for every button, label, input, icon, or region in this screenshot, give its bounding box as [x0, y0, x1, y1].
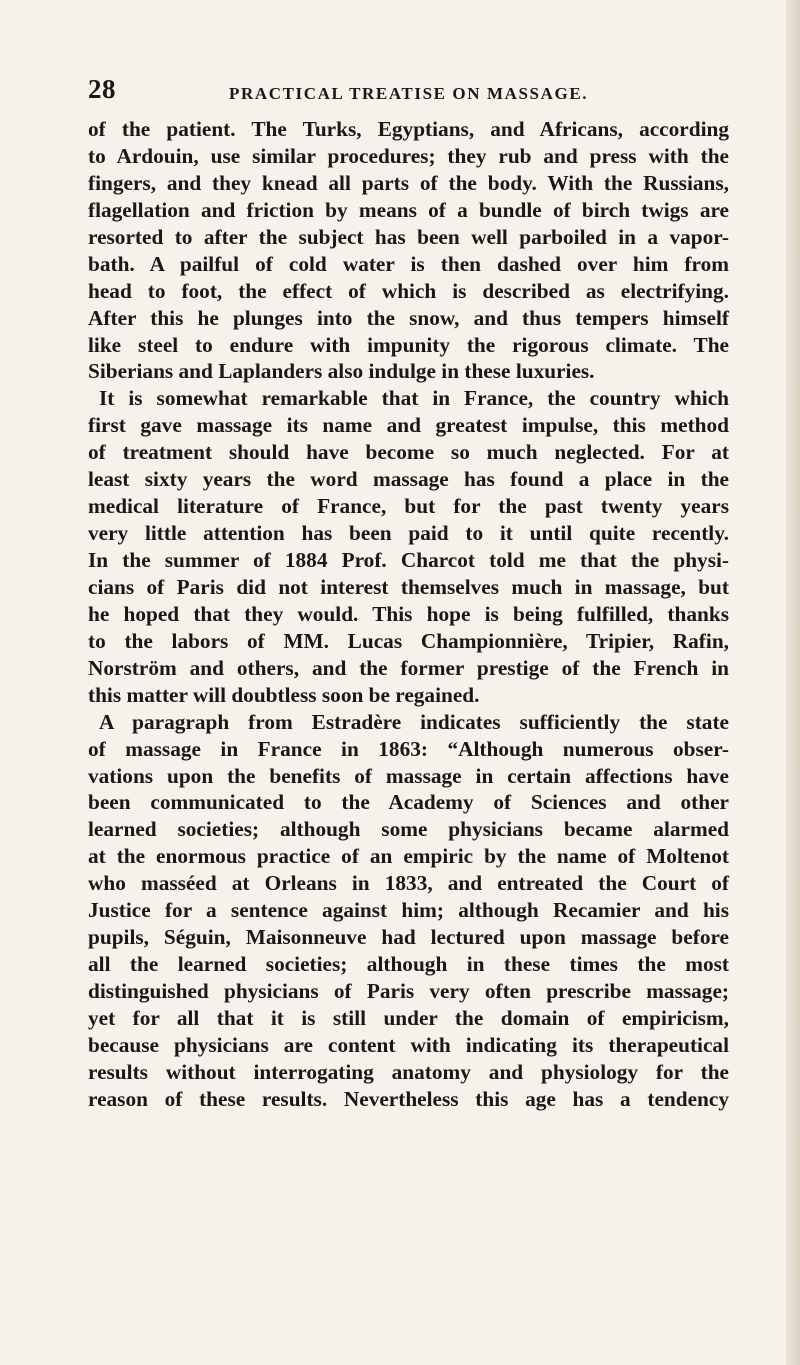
text-line: Justice for a sentence against him; although Recamier and his: [88, 898, 729, 923]
text-line: learned societies; although some physicians became alarmed: [88, 817, 729, 842]
text-line: reason of these results. Nevertheless this age has a tendency: [88, 1086, 729, 1111]
text-line: head to foot, the effect of which is described as electrifying.: [88, 278, 729, 303]
text-line: After this he plunges into the snow, and thus tempers himself: [88, 305, 729, 330]
running-title: PRACTICAL TREATISE ON MASSAGE.: [229, 84, 589, 103]
text-line: first gave massage its name and greatest impulse, this method: [88, 413, 729, 438]
page-number: 28: [88, 74, 116, 104]
text-line: flagellation and friction by means of a bundle of birch twigs are: [88, 197, 729, 222]
text-line: he hoped that they would. This hope is being fulfilled, thanks: [88, 601, 729, 626]
text-line: bath. A pailful of cold water is then dashed over him from: [88, 251, 729, 276]
text-line: of the patient. The Turks, Egyptians, and Africans, according: [88, 117, 729, 141]
text-line: Norström and others, and the former prestige of the French in: [88, 655, 729, 680]
text-line: distinguished physicians of Paris very often prescribe massage;: [88, 979, 729, 1003]
text-line: vations upon the benefits of massage in certain affections have: [88, 763, 729, 788]
text-line: results without interrogating anatomy and physiology for the: [88, 1059, 729, 1084]
paragraph-start-line: A paragraph from Estradère indicates sufficiently the state: [99, 709, 729, 734]
text-line: this matter will doubtless soon be regained.: [88, 682, 480, 707]
paragraph-start-line: It is somewhat remarkable that in France, the country which: [99, 386, 729, 411]
text-line: been communicated to the Academy of Sciences and other: [88, 790, 729, 815]
text-line: least sixty years the word massage has found a place in the: [88, 467, 729, 492]
body-text: [88, 116, 729, 1113]
text-line: yet for all that it is still under the domain of empiricism,: [88, 1005, 729, 1030]
page-header: [88, 74, 770, 110]
text-line: fingers, and they knead all parts of the body. With the Russians,: [88, 170, 729, 195]
text-line: medical literature of France, but for the past twenty years: [88, 494, 729, 519]
text-line: Siberians and Laplanders also indulge in these luxuries.: [88, 359, 595, 384]
text-line: like steel to endure with impunity the rigorous climate. The: [88, 332, 729, 357]
text-line: who masséed at Orleans in 1833, and entreated the Court of: [88, 871, 729, 896]
text-line: pupils, Séguin, Maisonneuve had lectured upon massage before: [88, 925, 729, 950]
text-line: very little attention has been paid to it until quite recently.: [88, 521, 729, 546]
page-edge-shadow: [786, 0, 800, 1365]
text-line: of massage in France in 1863: “Although numerous obser-: [88, 736, 729, 761]
text-line: In the summer of 1884 Prof. Charcot told me that the physi-: [88, 548, 729, 572]
text-line: at the enormous practice of an empiric by the name of Moltenot: [88, 844, 729, 869]
text-line: because physicians are content with indicating its therapeutical: [88, 1032, 729, 1057]
text-line: of treatment should have become so much neglected. For at: [88, 440, 729, 465]
text-line: cians of Paris did not interest themselves much in massage, but: [88, 574, 729, 599]
text-line: resorted to after the subject has been well parboiled in a vapor-: [88, 224, 729, 249]
text-line: to the labors of MM. Lucas Championnière, Tripier, Rafin,: [88, 628, 729, 653]
text-line: all the learned societies; although in these times the most: [88, 952, 729, 977]
text-line: to Ardouin, use similar procedures; they rub and press with the: [88, 143, 729, 168]
